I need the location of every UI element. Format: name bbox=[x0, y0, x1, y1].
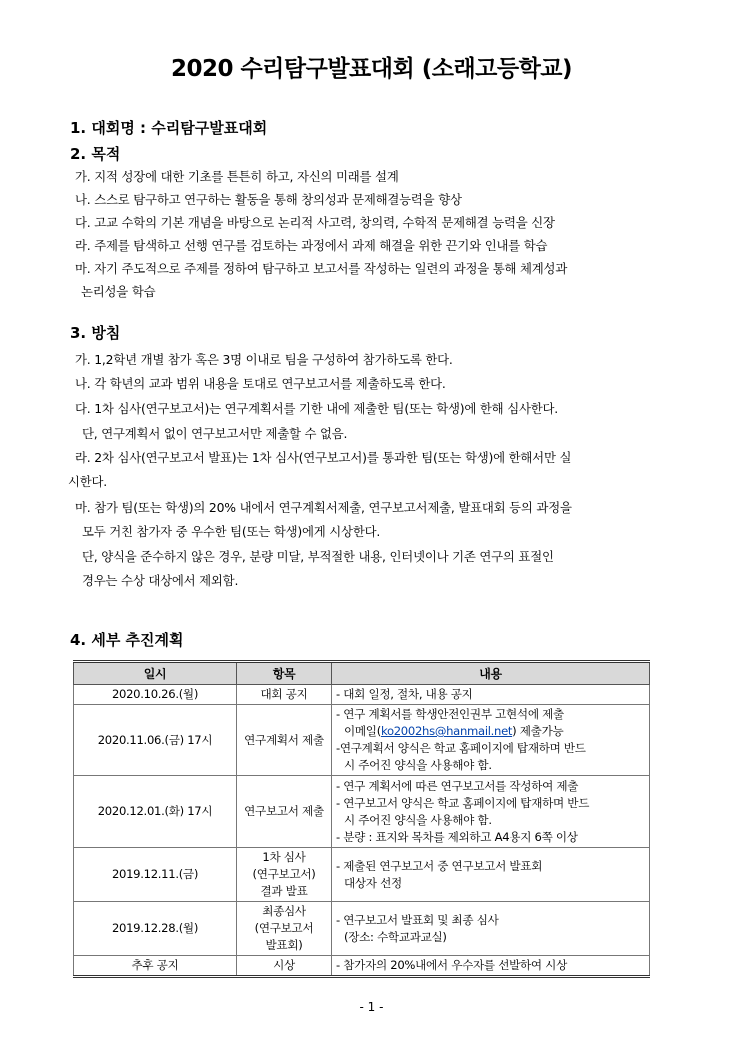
section-heading-schedule: 4. 세부 추진계획 bbox=[70, 631, 184, 649]
date-cell: 2020.12.01.(화) 17시 bbox=[74, 776, 237, 848]
content-cell bbox=[332, 705, 650, 776]
content-line: - 연구 계획서를 학생안전인권부 고현석에 제출 bbox=[336, 707, 564, 721]
content-cell bbox=[332, 848, 650, 902]
section-heading-policy: 3. 방침 bbox=[70, 324, 121, 342]
content-cell bbox=[332, 956, 650, 977]
policy-item: 마. 참가 팀(또는 학생)의 20% 내에서 연구계획서제출, 연구보고서제출, 발표대회 등의 과정을 bbox=[75, 500, 572, 515]
column-header-item: 항목 bbox=[237, 662, 332, 685]
policy-item-note: 단, 양식을 준수하지 않은 경우, 분량 미달, 부적절한 내용, 인터넷이나 기존 연구의 표절인 bbox=[82, 549, 554, 564]
item-line: 결과 발표 bbox=[260, 884, 308, 898]
purpose-item: 가. 지적 성장에 대한 기초를 튼튼히 하고, 자신의 미래를 설계 bbox=[75, 169, 399, 184]
policy-item: 가. 1,2학년 개별 참가 혹은 3명 이내로 팀을 구성하여 참가하도록 한다. bbox=[75, 352, 453, 367]
email-link[interactable]: ko2002hs@hanmail.net bbox=[380, 724, 513, 738]
content-line: - 제출된 연구보고서 중 연구보고서 발표회 bbox=[336, 858, 543, 873]
policy-item-continued: 경우는 수상 대상에서 제외함. bbox=[82, 573, 239, 588]
content-line: - 분량 : 표지와 목차를 제외하고 A4용지 6쪽 이상 bbox=[336, 829, 578, 844]
item-cell bbox=[237, 902, 332, 956]
content-line: - 연구 계획서에 따른 연구보고서를 작성하여 제출 bbox=[336, 778, 579, 793]
purpose-item-continued: 논리성을 학습 bbox=[81, 284, 156, 299]
content-line: - 연구보고서 발표회 및 최종 심사 bbox=[336, 912, 499, 927]
table-row bbox=[74, 776, 650, 848]
email-prefix: 이메일( bbox=[344, 724, 381, 738]
content-cell bbox=[332, 776, 650, 848]
policy-item-continued: 모두 거친 참가자 중 우수한 팀(또는 학생)에게 시상한다. bbox=[82, 524, 381, 539]
date-cell: 2019.12.28.(월) bbox=[74, 902, 237, 956]
email-suffix: ) 제출가능 bbox=[512, 724, 564, 738]
date-cell: 2019.12.11.(금) bbox=[74, 848, 237, 902]
page-number: - 1 - bbox=[359, 1000, 384, 1014]
table-row bbox=[74, 848, 650, 902]
item-line: 최종심사 bbox=[262, 904, 306, 918]
policy-item: 나. 각 학년의 교과 범위 내용을 토대로 연구보고서를 제출하도록 한다. bbox=[75, 376, 446, 391]
content-line: - 참가자의 20%내에서 우수자를 선발하여 시상 bbox=[336, 958, 567, 972]
item-line: (연구보고서) bbox=[252, 867, 316, 881]
item-line: (연구보고서 bbox=[254, 921, 314, 935]
policy-item-continued: 시한다. bbox=[68, 474, 108, 489]
schedule-table bbox=[73, 660, 650, 978]
section-heading-purpose: 2. 목적 bbox=[70, 145, 121, 163]
column-header-date: 일시 bbox=[74, 662, 237, 685]
item-cell: 시상 bbox=[237, 956, 332, 977]
content-line: (장소: 수학교과교실) bbox=[344, 929, 447, 944]
table-header-row bbox=[74, 662, 650, 685]
section-heading-name: 1. 대회명 : 수리탐구발표대회 bbox=[70, 119, 268, 137]
column-header-content: 내용 bbox=[332, 662, 650, 685]
item-line: 1차 심사 bbox=[262, 850, 306, 864]
purpose-item: 다. 고교 수학의 기본 개념을 바탕으로 논리적 사고력, 창의력, 수학적 문제해결 능력을 신장 bbox=[75, 215, 555, 230]
content-line: - 연구보고서 양식은 학교 홈페이지에 탑재하며 반드 bbox=[336, 795, 590, 810]
purpose-item: 라. 주제를 탐색하고 선행 연구를 검토하는 과정에서 과제 해결을 위한 끈기와 인내를 학습 bbox=[75, 238, 548, 253]
item-cell: 대회 공지 bbox=[237, 685, 332, 705]
content-line: 시 주어진 양식을 사용해야 함. bbox=[344, 812, 492, 827]
table-row bbox=[74, 685, 650, 705]
table-row bbox=[74, 956, 650, 977]
purpose-item: 마. 자기 주도적으로 주제를 정하여 탐구하고 보고서를 작성하는 일련의 과정을 통해 체계성과 bbox=[75, 261, 568, 276]
date-cell: 2020.10.26.(월) bbox=[74, 685, 237, 705]
date-cell: 2020.11.06.(금) 17시 bbox=[74, 705, 237, 776]
content-line: 대상자 선정 bbox=[344, 875, 402, 890]
table-row bbox=[74, 902, 650, 956]
page-title: 2020 수리탐구발표대회 (소래고등학교) bbox=[170, 56, 573, 82]
content-cell bbox=[332, 902, 650, 956]
policy-item-continued: 단, 연구계획서 없이 연구보고서만 제출할 수 없음. bbox=[82, 426, 348, 441]
policy-item: 다. 1차 심사(연구보고서)는 연구계획서를 기한 내에 제출한 팀(또는 학생)에 한해 심사한다. bbox=[75, 401, 559, 416]
content-line: -연구계획서 양식은 학교 홈페이지에 탑재하며 반드 bbox=[336, 741, 586, 755]
date-cell: 추후 공지 bbox=[74, 956, 237, 977]
content-cell bbox=[332, 685, 650, 705]
item-cell: 연구계획서 제출 bbox=[237, 705, 332, 776]
purpose-item: 나. 스스로 탐구하고 연구하는 활동을 통해 창의성과 문제해결능력을 향상 bbox=[75, 192, 462, 207]
content-line-email bbox=[336, 723, 645, 740]
item-line: 발표회) bbox=[265, 938, 303, 952]
content-line: - 대회 일정, 절차, 내용 공지 bbox=[336, 687, 473, 701]
item-cell: 연구보고서 제출 bbox=[237, 776, 332, 848]
content-line: 시 주어진 양식을 사용해야 함. bbox=[344, 758, 492, 772]
table-row bbox=[74, 705, 650, 776]
policy-item: 라. 2차 심사(연구보고서 발표)는 1차 심사(연구보고서)를 통과한 팀(또는 학생)에 한해서만 실 bbox=[75, 450, 572, 465]
item-cell bbox=[237, 848, 332, 902]
